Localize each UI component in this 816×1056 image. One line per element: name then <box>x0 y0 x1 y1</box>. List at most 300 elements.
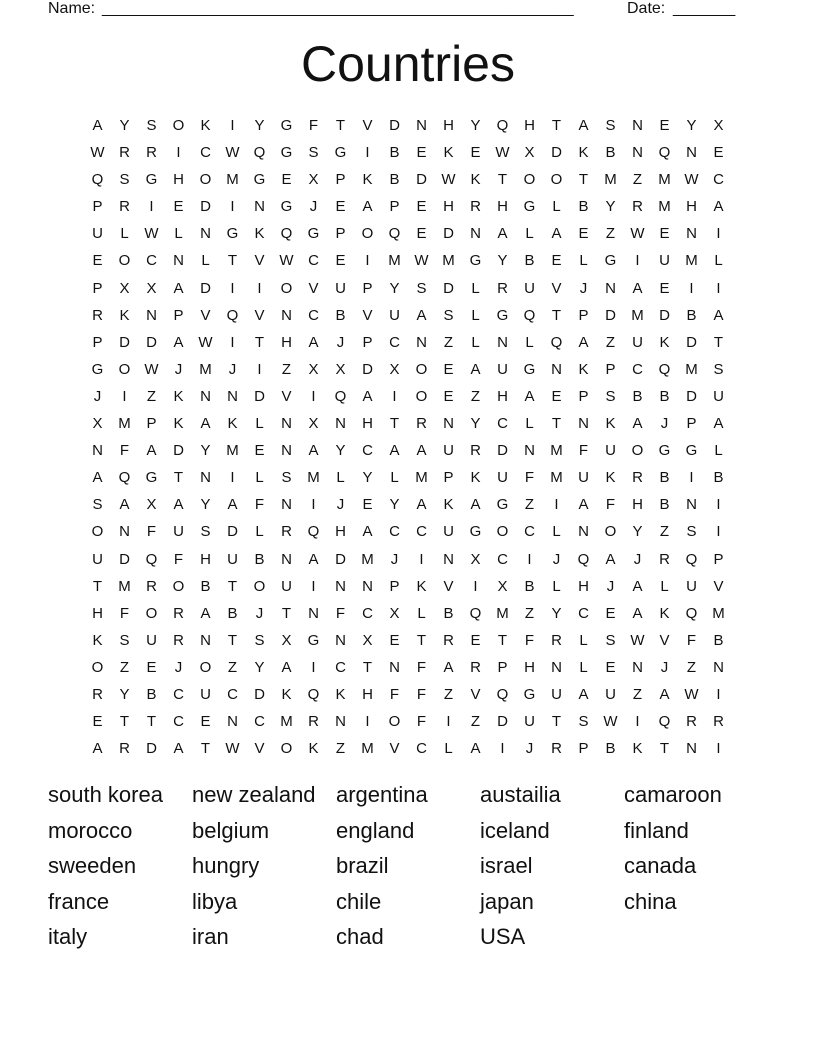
grid-letter: T <box>389 415 400 433</box>
grid-letter: A <box>173 279 184 297</box>
grid-letter: L <box>417 604 426 622</box>
grid-letter: O <box>199 171 212 189</box>
grid-letter: N <box>551 658 562 676</box>
grid-letter: X <box>389 604 400 622</box>
grid-letter: I <box>446 713 451 731</box>
grid-letter: V <box>254 306 265 324</box>
grid-letter: C <box>227 685 238 703</box>
grid-letter: O <box>91 658 104 676</box>
grid-letter: R <box>146 144 157 162</box>
grid-letter: A <box>470 740 481 758</box>
grid-letter: A <box>146 442 157 460</box>
grid-letter: V <box>308 279 319 297</box>
grid-letter: C <box>173 713 184 731</box>
grid-letter: B <box>443 604 454 622</box>
grid-letter: P <box>443 469 454 487</box>
grid-letter: Q <box>91 171 104 189</box>
grid-letter: R <box>713 713 724 731</box>
grid-letter: Q <box>307 523 320 541</box>
grid-letter: P <box>578 306 589 324</box>
grid-letter: B <box>146 685 157 703</box>
grid-letter: V <box>254 740 265 758</box>
grid-letter: W <box>603 713 618 731</box>
grid-letter: A <box>173 333 184 351</box>
grid-letter: O <box>496 523 509 541</box>
grid-letter: Y <box>200 496 211 514</box>
grid-letter: N <box>335 577 346 595</box>
grid-letter: U <box>497 360 508 378</box>
grid-letter: R <box>686 713 697 731</box>
grid-letter: S <box>254 631 265 649</box>
grid-letter: M <box>118 577 131 595</box>
grid-letter: W <box>225 740 240 758</box>
grid-letter: Z <box>686 658 697 676</box>
grid-letter: M <box>361 550 374 568</box>
grid-letter: Y <box>254 658 265 676</box>
grid-letter: A <box>632 415 643 433</box>
grid-letter: H <box>497 387 508 405</box>
grid-letter: S <box>605 631 616 649</box>
grid-letter: B <box>254 550 265 568</box>
word-list-item: china <box>624 888 677 914</box>
grid-letter: V <box>659 631 670 649</box>
grid-letter: F <box>254 496 265 514</box>
grid-letter: U <box>92 225 103 243</box>
grid-letter: E <box>146 658 157 676</box>
grid-letter: D <box>686 333 697 351</box>
grid-letter: J <box>336 333 345 351</box>
grid-letter: P <box>389 198 400 216</box>
grid-letter: X <box>713 117 724 134</box>
grid-letter: D <box>254 685 265 703</box>
grid-letter: Z <box>659 523 670 541</box>
grid-letter: U <box>605 442 616 460</box>
grid-letter: D <box>416 171 427 189</box>
grid-letter: O <box>172 117 185 134</box>
word-list-item: austailia <box>480 782 561 807</box>
grid-letter: A <box>173 496 184 514</box>
grid-letter: G <box>604 252 617 270</box>
grid-letter: O <box>253 577 266 595</box>
grid-letter: Q <box>280 225 293 243</box>
grid-letter: I <box>473 577 478 595</box>
grid-letter: B <box>605 144 616 162</box>
grid-letter: X <box>362 631 373 649</box>
grid-letter: R <box>470 442 481 460</box>
grid-letter: N <box>605 279 616 297</box>
grid-letter: M <box>604 171 617 189</box>
grid-letter: M <box>226 442 239 460</box>
grid-letter: O <box>280 279 293 297</box>
grid-letter: I <box>635 252 640 270</box>
grid-letter: Q <box>685 550 698 568</box>
grid-letter: O <box>172 577 185 595</box>
grid-letter: L <box>471 333 480 351</box>
grid-letter: D <box>119 550 130 568</box>
grid-letter: C <box>578 604 589 622</box>
grid-letter: S <box>281 469 292 487</box>
grid-letter: K <box>281 685 292 703</box>
grid-letter: D <box>605 306 616 324</box>
grid-letter: H <box>200 550 211 568</box>
grid-letter: F <box>605 496 616 514</box>
grid-letter: M <box>550 469 563 487</box>
grid-letter: R <box>308 713 319 731</box>
grid-letter: C <box>146 252 157 270</box>
grid-letter: I <box>365 252 370 270</box>
grid-letter: H <box>92 604 103 622</box>
grid-letter: G <box>280 117 293 134</box>
grid-letter: Z <box>119 658 130 676</box>
grid-letter: M <box>280 713 293 731</box>
grid-letter: U <box>281 577 292 595</box>
grid-letter: C <box>173 685 184 703</box>
grid-letter: L <box>471 279 480 297</box>
grid-letter: G <box>496 306 509 324</box>
grid-letter: C <box>416 523 427 541</box>
grid-letter: E <box>578 225 589 243</box>
grid-letter: B <box>605 740 616 758</box>
grid-letter: K <box>335 685 346 703</box>
grid-letter: S <box>308 144 319 162</box>
grid-letter: C <box>524 523 535 541</box>
grid-letter: B <box>659 387 670 405</box>
grid-letter: D <box>146 740 157 758</box>
grid-letter: O <box>361 225 374 243</box>
grid-letter: Q <box>550 333 563 351</box>
grid-letter: A <box>416 496 427 514</box>
grid-letter: E <box>173 198 184 216</box>
word-list-item: morocco <box>48 817 133 843</box>
grid-letter: M <box>442 252 455 270</box>
grid-letter: X <box>308 171 319 189</box>
grid-letter: W <box>144 360 159 378</box>
grid-letter: A <box>713 415 724 433</box>
word-list-item: italy <box>48 924 88 949</box>
grid-letter: A <box>497 225 508 243</box>
grid-letter: P <box>578 387 589 405</box>
grid-letter: R <box>92 306 103 324</box>
grid-letter: T <box>227 631 238 649</box>
grid-letter: P <box>335 225 346 243</box>
grid-letter: B <box>200 577 211 595</box>
grid-letter: I <box>527 550 532 568</box>
grid-letter: A <box>659 685 670 703</box>
grid-letter: W <box>414 252 429 270</box>
grid-letter: E <box>416 198 427 216</box>
grid-letter: N <box>551 360 562 378</box>
grid-letter: E <box>713 144 724 162</box>
word-list-item: libya <box>192 888 238 914</box>
grid-letter: T <box>659 740 670 758</box>
grid-letter: T <box>200 740 211 758</box>
grid-letter: C <box>308 252 319 270</box>
grid-letter: E <box>659 225 670 243</box>
grid-letter: Q <box>388 225 401 243</box>
grid-letter: W <box>144 225 159 243</box>
grid-letter: M <box>550 442 563 460</box>
grid-letter: G <box>523 198 536 216</box>
grid-letter: K <box>416 577 427 595</box>
grid-letter: J <box>579 279 588 297</box>
grid-letter: V <box>470 685 481 703</box>
grid-letter: D <box>173 442 184 460</box>
grid-letter: N <box>173 252 184 270</box>
grid-letter: E <box>659 117 670 134</box>
grid-letter: K <box>200 117 211 134</box>
grid-letter: L <box>525 333 534 351</box>
grid-letter: Z <box>605 333 616 351</box>
grid-letter: E <box>389 631 400 649</box>
grid-letter: U <box>713 387 724 405</box>
name-label: Name: <box>48 0 96 17</box>
grid-letter: I <box>311 496 316 514</box>
grid-letter: G <box>469 523 482 541</box>
grid-letter: L <box>390 469 399 487</box>
grid-letter: U <box>227 550 238 568</box>
grid-letter: L <box>255 523 264 541</box>
grid-letter: Q <box>145 550 158 568</box>
grid-letter: H <box>524 658 535 676</box>
grid-letter: P <box>578 740 589 758</box>
grid-letter: K <box>470 469 481 487</box>
grid-letter: X <box>389 360 400 378</box>
grid-letter: S <box>119 631 130 649</box>
grid-letter: A <box>470 360 481 378</box>
grid-letter: R <box>92 685 103 703</box>
grid-letter: L <box>714 252 723 270</box>
grid-letter: W <box>198 333 213 351</box>
grid-letter: G <box>145 469 158 487</box>
grid-letter: U <box>524 713 535 731</box>
date-label: Date: <box>627 0 666 17</box>
grid-letter: L <box>120 225 129 243</box>
grid-letter: P <box>389 577 400 595</box>
grid-letter: C <box>362 604 373 622</box>
word-list <box>48 779 768 957</box>
grid-letter: M <box>712 604 725 622</box>
grid-letter: K <box>605 469 616 487</box>
grid-letter: R <box>470 198 481 216</box>
grid-letter: U <box>632 333 643 351</box>
grid-letter: A <box>632 577 643 595</box>
grid-letter: H <box>362 685 373 703</box>
word-list-item: japan <box>480 888 534 914</box>
grid-letter: M <box>361 740 374 758</box>
grid-letter: S <box>416 279 427 297</box>
grid-letter: J <box>174 658 183 676</box>
grid-letter: M <box>631 306 644 324</box>
grid-letter: T <box>362 658 373 676</box>
grid-letter: H <box>335 523 346 541</box>
grid-letter: Z <box>632 171 643 189</box>
grid-letter: D <box>389 117 400 134</box>
grid-letter: Y <box>389 496 400 514</box>
grid-letter: R <box>470 658 481 676</box>
grid-letter: Q <box>118 469 131 487</box>
grid-letter: E <box>470 631 481 649</box>
grid-letter: X <box>470 550 481 568</box>
grid-letter: U <box>443 523 454 541</box>
grid-letter: I <box>635 713 640 731</box>
grid-letter: I <box>716 523 721 541</box>
grid-letter: N <box>200 631 211 649</box>
grid-letter: N <box>389 658 400 676</box>
grid-letter: N <box>686 740 697 758</box>
grid-letter: X <box>281 631 292 649</box>
word-list-item: sweeden <box>48 853 137 878</box>
grid-letter: T <box>551 415 562 433</box>
grid-letter: L <box>471 306 480 324</box>
grid-letter: A <box>308 550 319 568</box>
grid-letter: B <box>659 496 670 514</box>
grid-letter: R <box>281 523 292 541</box>
word-list-item: israel <box>480 853 533 878</box>
grid-letter: Y <box>254 117 265 134</box>
grid-letter: E <box>470 144 481 162</box>
grid-letter: G <box>496 496 509 514</box>
grid-letter: D <box>227 523 238 541</box>
grid-letter: N <box>281 550 292 568</box>
word-list-item: finland <box>624 817 689 843</box>
grid-letter: F <box>335 604 346 622</box>
grid-letter: U <box>659 252 670 270</box>
grid-letter: T <box>281 604 292 622</box>
grid-letter: H <box>578 577 589 595</box>
grid-letter: Q <box>523 306 536 324</box>
grid-letter: H <box>686 198 697 216</box>
grid-letter: A <box>632 604 643 622</box>
grid-letter: I <box>392 387 397 405</box>
grid-letter: D <box>200 279 211 297</box>
grid-letter: V <box>200 306 211 324</box>
grid-letter: M <box>685 360 698 378</box>
grid-letter: P <box>686 415 697 433</box>
grid-letter: A <box>416 306 427 324</box>
grid-letter: U <box>524 279 535 297</box>
grid-letter: E <box>605 658 616 676</box>
grid-letter: T <box>551 306 562 324</box>
grid-letter: U <box>551 685 562 703</box>
grid-letter: S <box>605 387 616 405</box>
grid-letter: O <box>604 523 617 541</box>
grid-letter: G <box>145 171 158 189</box>
grid-letter: H <box>443 117 454 134</box>
grid-letter: A <box>362 198 373 216</box>
grid-letter: G <box>307 631 320 649</box>
grid-letter: N <box>578 523 589 541</box>
grid-letter: K <box>578 144 589 162</box>
grid-letter: J <box>525 740 534 758</box>
grid-letter: A <box>578 117 589 134</box>
grid-letter: A <box>92 117 103 134</box>
grid-letter: D <box>200 198 211 216</box>
grid-letter: H <box>362 415 373 433</box>
grid-letter: E <box>551 252 562 270</box>
grid-letter: Q <box>658 713 671 731</box>
grid-letter: D <box>686 387 697 405</box>
grid-letter: P <box>362 333 373 351</box>
word-list-item: iceland <box>480 817 550 843</box>
grid-letter: M <box>118 415 131 433</box>
grid-letter: N <box>92 442 103 460</box>
grid-letter: E <box>92 713 103 731</box>
grid-letter: A <box>470 496 481 514</box>
grid-letter: P <box>497 658 508 676</box>
grid-letter: N <box>227 713 238 731</box>
grid-letter: Y <box>470 415 481 433</box>
grid-letter: E <box>443 387 454 405</box>
grid-letter: N <box>200 469 211 487</box>
grid-letter: I <box>311 387 316 405</box>
grid-letter: R <box>119 740 130 758</box>
grid-letter: Q <box>469 604 482 622</box>
grid-letter: X <box>146 496 157 514</box>
grid-letter: Z <box>227 658 238 676</box>
grid-letter: V <box>362 306 373 324</box>
grid-letter: S <box>146 117 157 134</box>
grid-letter: Y <box>389 279 400 297</box>
grid-letter: Z <box>281 360 292 378</box>
grid-letter: G <box>253 171 266 189</box>
grid-letter: Y <box>362 469 373 487</box>
grid-letter: A <box>362 523 373 541</box>
grid-letter: N <box>200 387 211 405</box>
grid-letter: I <box>176 144 181 162</box>
grid-letter: E <box>416 144 427 162</box>
grid-letter: J <box>309 198 318 216</box>
date-field-line: _______ <box>673 0 736 17</box>
grid-letter: R <box>173 631 184 649</box>
grid-letter: Z <box>524 496 535 514</box>
grid-letter: J <box>552 550 561 568</box>
grid-letter: F <box>389 685 400 703</box>
word-list-item: argentina <box>336 782 428 807</box>
grid-letter: A <box>578 496 589 514</box>
grid-letter: N <box>443 550 454 568</box>
grid-letter: T <box>578 171 589 189</box>
grid-letter: T <box>551 713 562 731</box>
grid-letter: R <box>119 144 130 162</box>
grid-letter: E <box>335 198 346 216</box>
grid-letter: R <box>659 550 670 568</box>
grid-letter: Z <box>443 685 454 703</box>
grid-letter: D <box>362 360 373 378</box>
grid-letter: V <box>389 740 400 758</box>
grid-letter: L <box>336 469 345 487</box>
grid-letter: F <box>524 631 535 649</box>
grid-letter: B <box>335 306 346 324</box>
grid-letter: B <box>686 306 697 324</box>
grid-letter: M <box>496 604 509 622</box>
grid-letter: Z <box>470 713 481 731</box>
grid-letter: A <box>632 279 643 297</box>
grid-letter: I <box>500 740 505 758</box>
grid-letter: Y <box>200 442 211 460</box>
grid-letter: F <box>173 550 184 568</box>
grid-letter: L <box>444 740 453 758</box>
grid-letter: P <box>146 415 157 433</box>
grid-letter: N <box>281 415 292 433</box>
grid-letter: A <box>551 225 562 243</box>
grid-letter: F <box>578 442 589 460</box>
grid-letter: N <box>497 333 508 351</box>
grid-letter: R <box>632 469 643 487</box>
grid-letter: Q <box>658 144 671 162</box>
grid-letter: C <box>713 171 724 189</box>
grid-letter: B <box>659 469 670 487</box>
grid-letter: D <box>254 387 265 405</box>
